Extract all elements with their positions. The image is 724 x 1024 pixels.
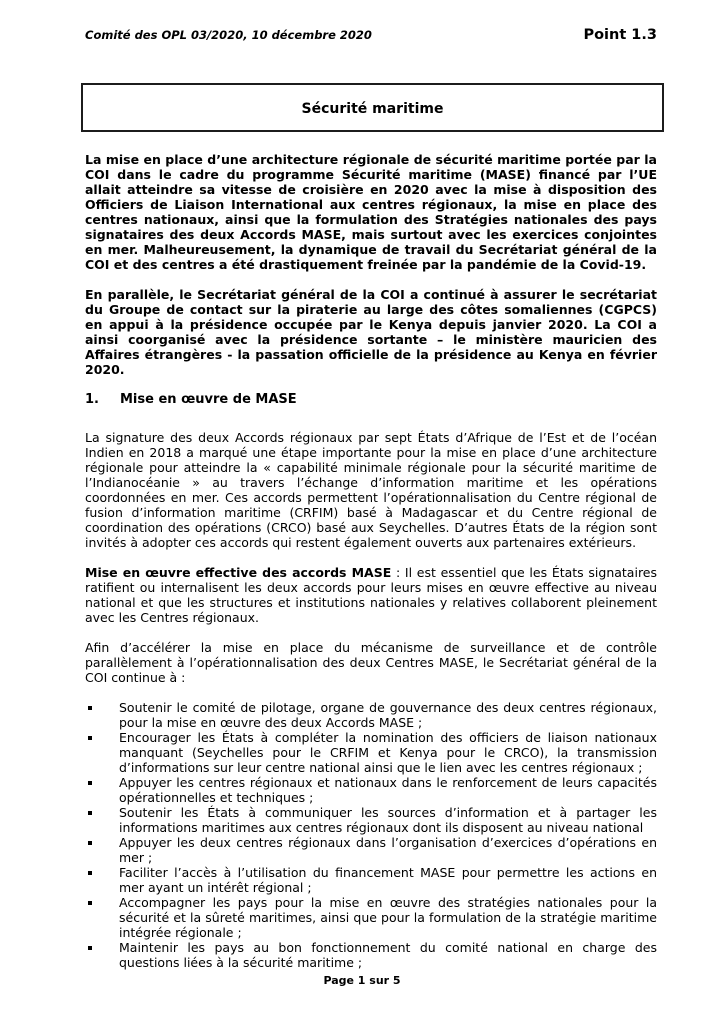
bullet-text: Encourager les États à compléter la nomination des officiers de liaison nationaux manquant (Seychelles pour le CRFIM et Kenya pour le CRCO), la transmission d’informations sur leur centre national ainsi que le lien avec les centres régionaux ; xyxy=(119,730,657,775)
bullet-text: Accompagner les pays pour la mise en œuvre des stratégies nationales pour la sécurité et la sûreté maritimes, ainsi que pour la formulation de la stratégie maritime intégrée régionale ; xyxy=(119,895,657,940)
page-number-footer: Page 1 sur 5 xyxy=(323,974,401,987)
bullet-square-icon xyxy=(88,841,92,845)
section-1-paragraph-1: La signature des deux Accords régionaux par sept États d’Afrique de l’Est et de l’océan Indien en 2018 a marqué une étape importante pour la mise en place d’une architecture régionale pour atteindre la « capabilité minimale régionale pour la sécurité maritime de l’Indianocéanie » au travers l’échange d’information maritime et les opérations coordonnées en mer. Ces accords permettent l’opérationnalisation du Centre régional de fusion d’information maritime (CRFIM) basé à Madagascar et du Centre régional de coordination des opérations (CRCO) basé aux Seychelles. D’autres États de la région sont invités à adopter ces accords qui restent également ouverts aux partenaires extérieurs. xyxy=(85,430,657,550)
bullet-square-icon xyxy=(88,811,92,815)
section-1-title: Mise en œuvre de MASE xyxy=(120,392,297,407)
document-title: Sécurité maritime xyxy=(301,101,444,117)
bullet-text: Appuyer les deux centres régionaux dans l’organisation d’exercices d’opérations en mer ; xyxy=(119,835,657,865)
intro-paragraph-1: La mise en place d’une architecture régionale de sécurité maritime portée par la COI dans le cadre du programme Sécurité maritime (MASE) financé par l’UE allait atteindre sa vitesse de croisière en 2020 avec la mise à disposition des Officiers de Liaison International aux centres régionaux, la mise en place des centres nationaux, ainsi que la formulation des Stratégies nationales des pays signataires des deux Accords MASE, mais surtout avec les exercices conjointes en mer. Malheureusement, la dynamique de travail du Secrétariat général de la COI et des centres a été drastiquement freinée par la pandémie de la Covid-19. xyxy=(85,152,657,272)
bullet-text: Faciliter l’accès à l’utilisation du financement MASE pour permettre les actions en mer ayant un intérêt régional ; xyxy=(119,865,657,895)
bullet-square-icon xyxy=(88,706,92,710)
paragraph-2-rest: : Il est essentiel que les États signataires ratifient ou internalisent les deux accords pour leurs mises en œuvre effective au niveau national et que les structures et institutions nationales y relatives collaborent pleinement avec les Centres régionaux. xyxy=(85,565,658,625)
paragraph-2-bold-lead: Mise en œuvre effective des accords MASE xyxy=(85,565,392,580)
list-item xyxy=(85,775,657,805)
title-box xyxy=(81,83,664,132)
section-1-paragraph-3: Afin d’accélérer la mise en place du mécanisme de surveillance et de contrôle parallèlement à l’opérationnalisation des deux Centres MASE, le Secrétariat général de la COI continue à : xyxy=(85,640,657,685)
intro-paragraph-2: En parallèle, le Secrétariat général de la COI a continué à assurer le secrétariat du Groupe de contact sur la piraterie au large des côtes somaliennes (CGPCS) en appui à la présidence occupée par le Kenya depuis janvier 2020. La COI a ainsi coorganisé avec la présidence sortante – le ministère mauricien des Affaires étrangères - la passation officielle de la présidence au Kenya en février 2020. xyxy=(85,287,657,377)
list-item xyxy=(85,805,657,835)
action-bullet-list xyxy=(85,700,657,970)
bullet-text: Appuyer les centres régionaux et nationaux dans le renforcement de leurs capacités opérationnelles et techniques ; xyxy=(119,775,657,805)
section-1-heading xyxy=(85,392,657,407)
list-item xyxy=(85,865,657,895)
bullet-square-icon xyxy=(88,781,92,785)
page-header xyxy=(85,27,657,43)
list-item xyxy=(85,895,657,940)
bullet-square-icon xyxy=(88,901,92,905)
section-1-number: 1. xyxy=(85,392,99,407)
list-item xyxy=(85,835,657,865)
bullet-square-icon xyxy=(88,871,92,875)
spacer xyxy=(85,415,657,430)
bullet-square-icon xyxy=(88,736,92,740)
bullet-text: Soutenir les États à communiquer les sources d’information et à partager les informations maritimes aux centres régionaux dont ils disposent au niveau national xyxy=(119,805,657,835)
list-item xyxy=(85,730,657,775)
bullet-text: Soutenir le comité de pilotage, organe de gouvernance des deux centres régionaux, pour la mise en œuvre des deux Accords MASE ; xyxy=(119,700,657,730)
agenda-point-label: Point 1.3 xyxy=(583,27,657,43)
document-reference: Comité des OPL 03/2020, 10 décembre 2020 xyxy=(85,28,372,42)
bullet-square-icon xyxy=(88,946,92,950)
section-1-paragraph-2 xyxy=(85,565,657,625)
list-item xyxy=(85,940,657,970)
bullet-text: Maintenir les pays au bon fonctionnement du comité national en charge des questions liées à la sécurité maritime ; xyxy=(119,940,657,970)
list-item xyxy=(85,700,657,730)
